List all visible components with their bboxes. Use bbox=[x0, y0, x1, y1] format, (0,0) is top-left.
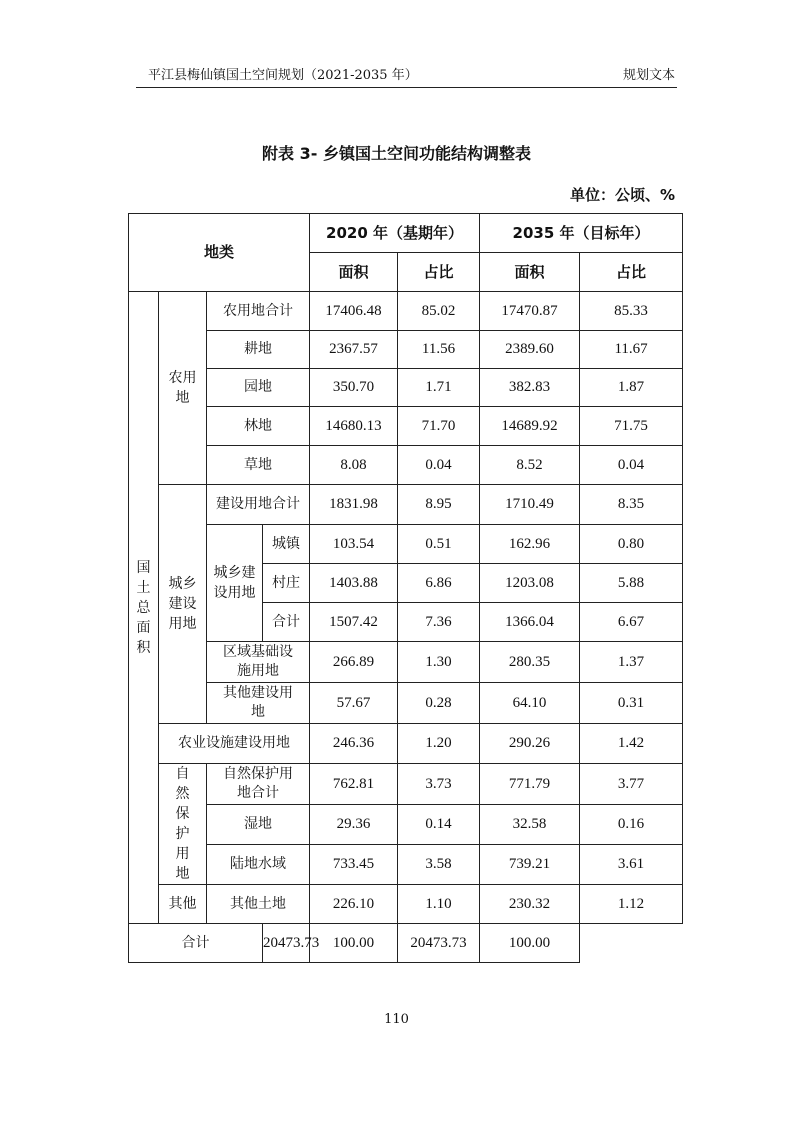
table-row bbox=[129, 805, 683, 844]
area-2020: 1403.88 bbox=[310, 564, 398, 603]
table-row bbox=[129, 724, 683, 764]
running-header-title: 平江县梅仙镇国土空间规划（2021-2035 年） bbox=[148, 68, 418, 83]
header-area-2035: 面积 bbox=[480, 253, 580, 292]
header-ratio-2035: 占比 bbox=[580, 253, 683, 292]
table-row bbox=[129, 683, 683, 724]
area-2035: 1203.08 bbox=[480, 564, 580, 603]
area-2020: 1831.98 bbox=[310, 485, 398, 525]
ratio-2020: 85.02 bbox=[398, 292, 480, 331]
ratio-2020: 0.04 bbox=[398, 446, 480, 485]
area-2035: 32.58 bbox=[480, 805, 580, 844]
row-label: 城镇 bbox=[263, 525, 310, 564]
ratio-2020: 1.30 bbox=[398, 642, 480, 683]
row-label: 合计 bbox=[263, 603, 310, 642]
table-row bbox=[129, 844, 683, 884]
table-row bbox=[129, 764, 683, 805]
page-number: 110 bbox=[384, 1012, 409, 1027]
header-year-2035: 2035 年（目标年） bbox=[480, 214, 683, 253]
ratio-2035: 0.04 bbox=[580, 446, 683, 485]
area-2020: 246.36 bbox=[310, 724, 398, 764]
row-label: 林地 bbox=[207, 407, 310, 446]
group-agri-label: 农用地 bbox=[159, 292, 207, 485]
table-row bbox=[129, 885, 683, 924]
area-2020: 1507.42 bbox=[310, 603, 398, 642]
row-label: 村庄 bbox=[263, 564, 310, 603]
table-row bbox=[129, 369, 683, 407]
group-construction-label: 城乡建设用地 bbox=[159, 485, 207, 724]
area-2020: 733.45 bbox=[310, 844, 398, 884]
area-2020: 266.89 bbox=[310, 642, 398, 683]
ratio-2035: 0.16 bbox=[580, 805, 683, 844]
group-others-label: 其他 bbox=[159, 885, 207, 924]
area-2035: 1366.04 bbox=[480, 603, 580, 642]
ratio-2035: 0.80 bbox=[580, 525, 683, 564]
area-2020: 29.36 bbox=[310, 805, 398, 844]
running-header-section: 规划文本 bbox=[622, 68, 675, 83]
ratio-2035: 5.88 bbox=[580, 564, 683, 603]
area-2020: 8.08 bbox=[310, 446, 398, 485]
ratio-2035: 85.33 bbox=[580, 292, 683, 331]
area-2020: 14680.13 bbox=[310, 407, 398, 446]
ratio-2035: 71.75 bbox=[580, 407, 683, 446]
ratio-2020: 7.36 bbox=[398, 603, 480, 642]
area-2020: 103.54 bbox=[310, 525, 398, 564]
area-2020: 2367.57 bbox=[310, 331, 398, 369]
area-2020: 762.81 bbox=[310, 764, 398, 805]
row-label: 湿地 bbox=[207, 805, 310, 844]
area-2035: 64.10 bbox=[480, 683, 580, 724]
area-2020: 57.67 bbox=[310, 683, 398, 724]
ratio-2020: 1.71 bbox=[398, 369, 480, 407]
area-2035: 290.26 bbox=[480, 724, 580, 764]
land-use-table bbox=[128, 213, 683, 963]
area-2035: 739.21 bbox=[480, 844, 580, 884]
row-label: 其他建设用地 bbox=[207, 683, 310, 724]
row-label: 园地 bbox=[207, 369, 310, 407]
ratio-2020: 11.56 bbox=[398, 331, 480, 369]
row-label: 草地 bbox=[207, 446, 310, 485]
area-2035: 382.83 bbox=[480, 369, 580, 407]
group-total-label: 国土总面积 bbox=[129, 292, 159, 924]
header-divider bbox=[136, 87, 677, 88]
area-2020: 350.70 bbox=[310, 369, 398, 407]
subgroup-urban-rural-label: 城乡建设用地 bbox=[207, 525, 263, 642]
table-row bbox=[129, 292, 683, 331]
table-row bbox=[129, 446, 683, 485]
ratio-2035: 3.77 bbox=[580, 764, 683, 805]
ratio-2035: 6.67 bbox=[580, 603, 683, 642]
ratio-2020: 0.14 bbox=[398, 805, 480, 844]
header-area-2020: 面积 bbox=[310, 253, 398, 292]
table-row bbox=[129, 407, 683, 446]
ratio-2020: 0.28 bbox=[398, 683, 480, 724]
area-2035: 1710.49 bbox=[480, 485, 580, 525]
row-label: 区域基础设施用地 bbox=[207, 642, 310, 683]
group-nature-label: 自然保护用地 bbox=[159, 764, 207, 885]
ratio-2035: 1.37 bbox=[580, 642, 683, 683]
row-label: 耕地 bbox=[207, 331, 310, 369]
ratio-2020: 0.51 bbox=[398, 525, 480, 564]
header-ratio-2020: 占比 bbox=[398, 253, 480, 292]
area-2020: 226.10 bbox=[310, 885, 398, 924]
row-label: 合计 bbox=[129, 924, 263, 963]
ratio-2035: 100.00 bbox=[480, 924, 580, 963]
table-title: 附表 3- 乡镇国土空间功能结构调整表 bbox=[262, 144, 531, 163]
area-2035: 2389.60 bbox=[480, 331, 580, 369]
area-2035: 162.96 bbox=[480, 525, 580, 564]
ratio-2035: 11.67 bbox=[580, 331, 683, 369]
header-category: 地类 bbox=[129, 214, 310, 292]
table-row bbox=[129, 525, 683, 564]
header-year-2020: 2020 年（基期年） bbox=[310, 214, 480, 253]
ratio-2020: 6.86 bbox=[398, 564, 480, 603]
ratio-2035: 0.31 bbox=[580, 683, 683, 724]
row-label: 其他土地 bbox=[207, 885, 310, 924]
area-2035: 771.79 bbox=[480, 764, 580, 805]
ratio-2035: 1.42 bbox=[580, 724, 683, 764]
area-2035: 17470.87 bbox=[480, 292, 580, 331]
ratio-2020: 100.00 bbox=[310, 924, 398, 963]
row-label: 建设用地合计 bbox=[207, 485, 310, 525]
table-row bbox=[129, 485, 683, 525]
table-row bbox=[129, 331, 683, 369]
unit-label: 单位：公顷、% bbox=[569, 186, 675, 204]
ratio-2035: 3.61 bbox=[580, 844, 683, 884]
area-2020: 20473.73 bbox=[263, 924, 310, 963]
ratio-2020: 3.73 bbox=[398, 764, 480, 805]
ratio-2035: 8.35 bbox=[580, 485, 683, 525]
row-label: 农用地合计 bbox=[207, 292, 310, 331]
area-2035: 280.35 bbox=[480, 642, 580, 683]
row-label: 自然保护用地合计 bbox=[207, 764, 310, 805]
ratio-2020: 71.70 bbox=[398, 407, 480, 446]
area-2035: 8.52 bbox=[480, 446, 580, 485]
area-2035: 20473.73 bbox=[398, 924, 480, 963]
table-row bbox=[129, 642, 683, 683]
ratio-2035: 1.87 bbox=[580, 369, 683, 407]
row-label: 农业设施建设用地 bbox=[159, 724, 310, 764]
ratio-2020: 3.58 bbox=[398, 844, 480, 884]
ratio-2020: 1.10 bbox=[398, 885, 480, 924]
area-2020: 17406.48 bbox=[310, 292, 398, 331]
ratio-2020: 8.95 bbox=[398, 485, 480, 525]
area-2035: 14689.92 bbox=[480, 407, 580, 446]
table-row-total bbox=[129, 924, 683, 963]
row-label: 陆地水域 bbox=[207, 844, 310, 884]
ratio-2035: 1.12 bbox=[580, 885, 683, 924]
ratio-2020: 1.20 bbox=[398, 724, 480, 764]
area-2035: 230.32 bbox=[480, 885, 580, 924]
